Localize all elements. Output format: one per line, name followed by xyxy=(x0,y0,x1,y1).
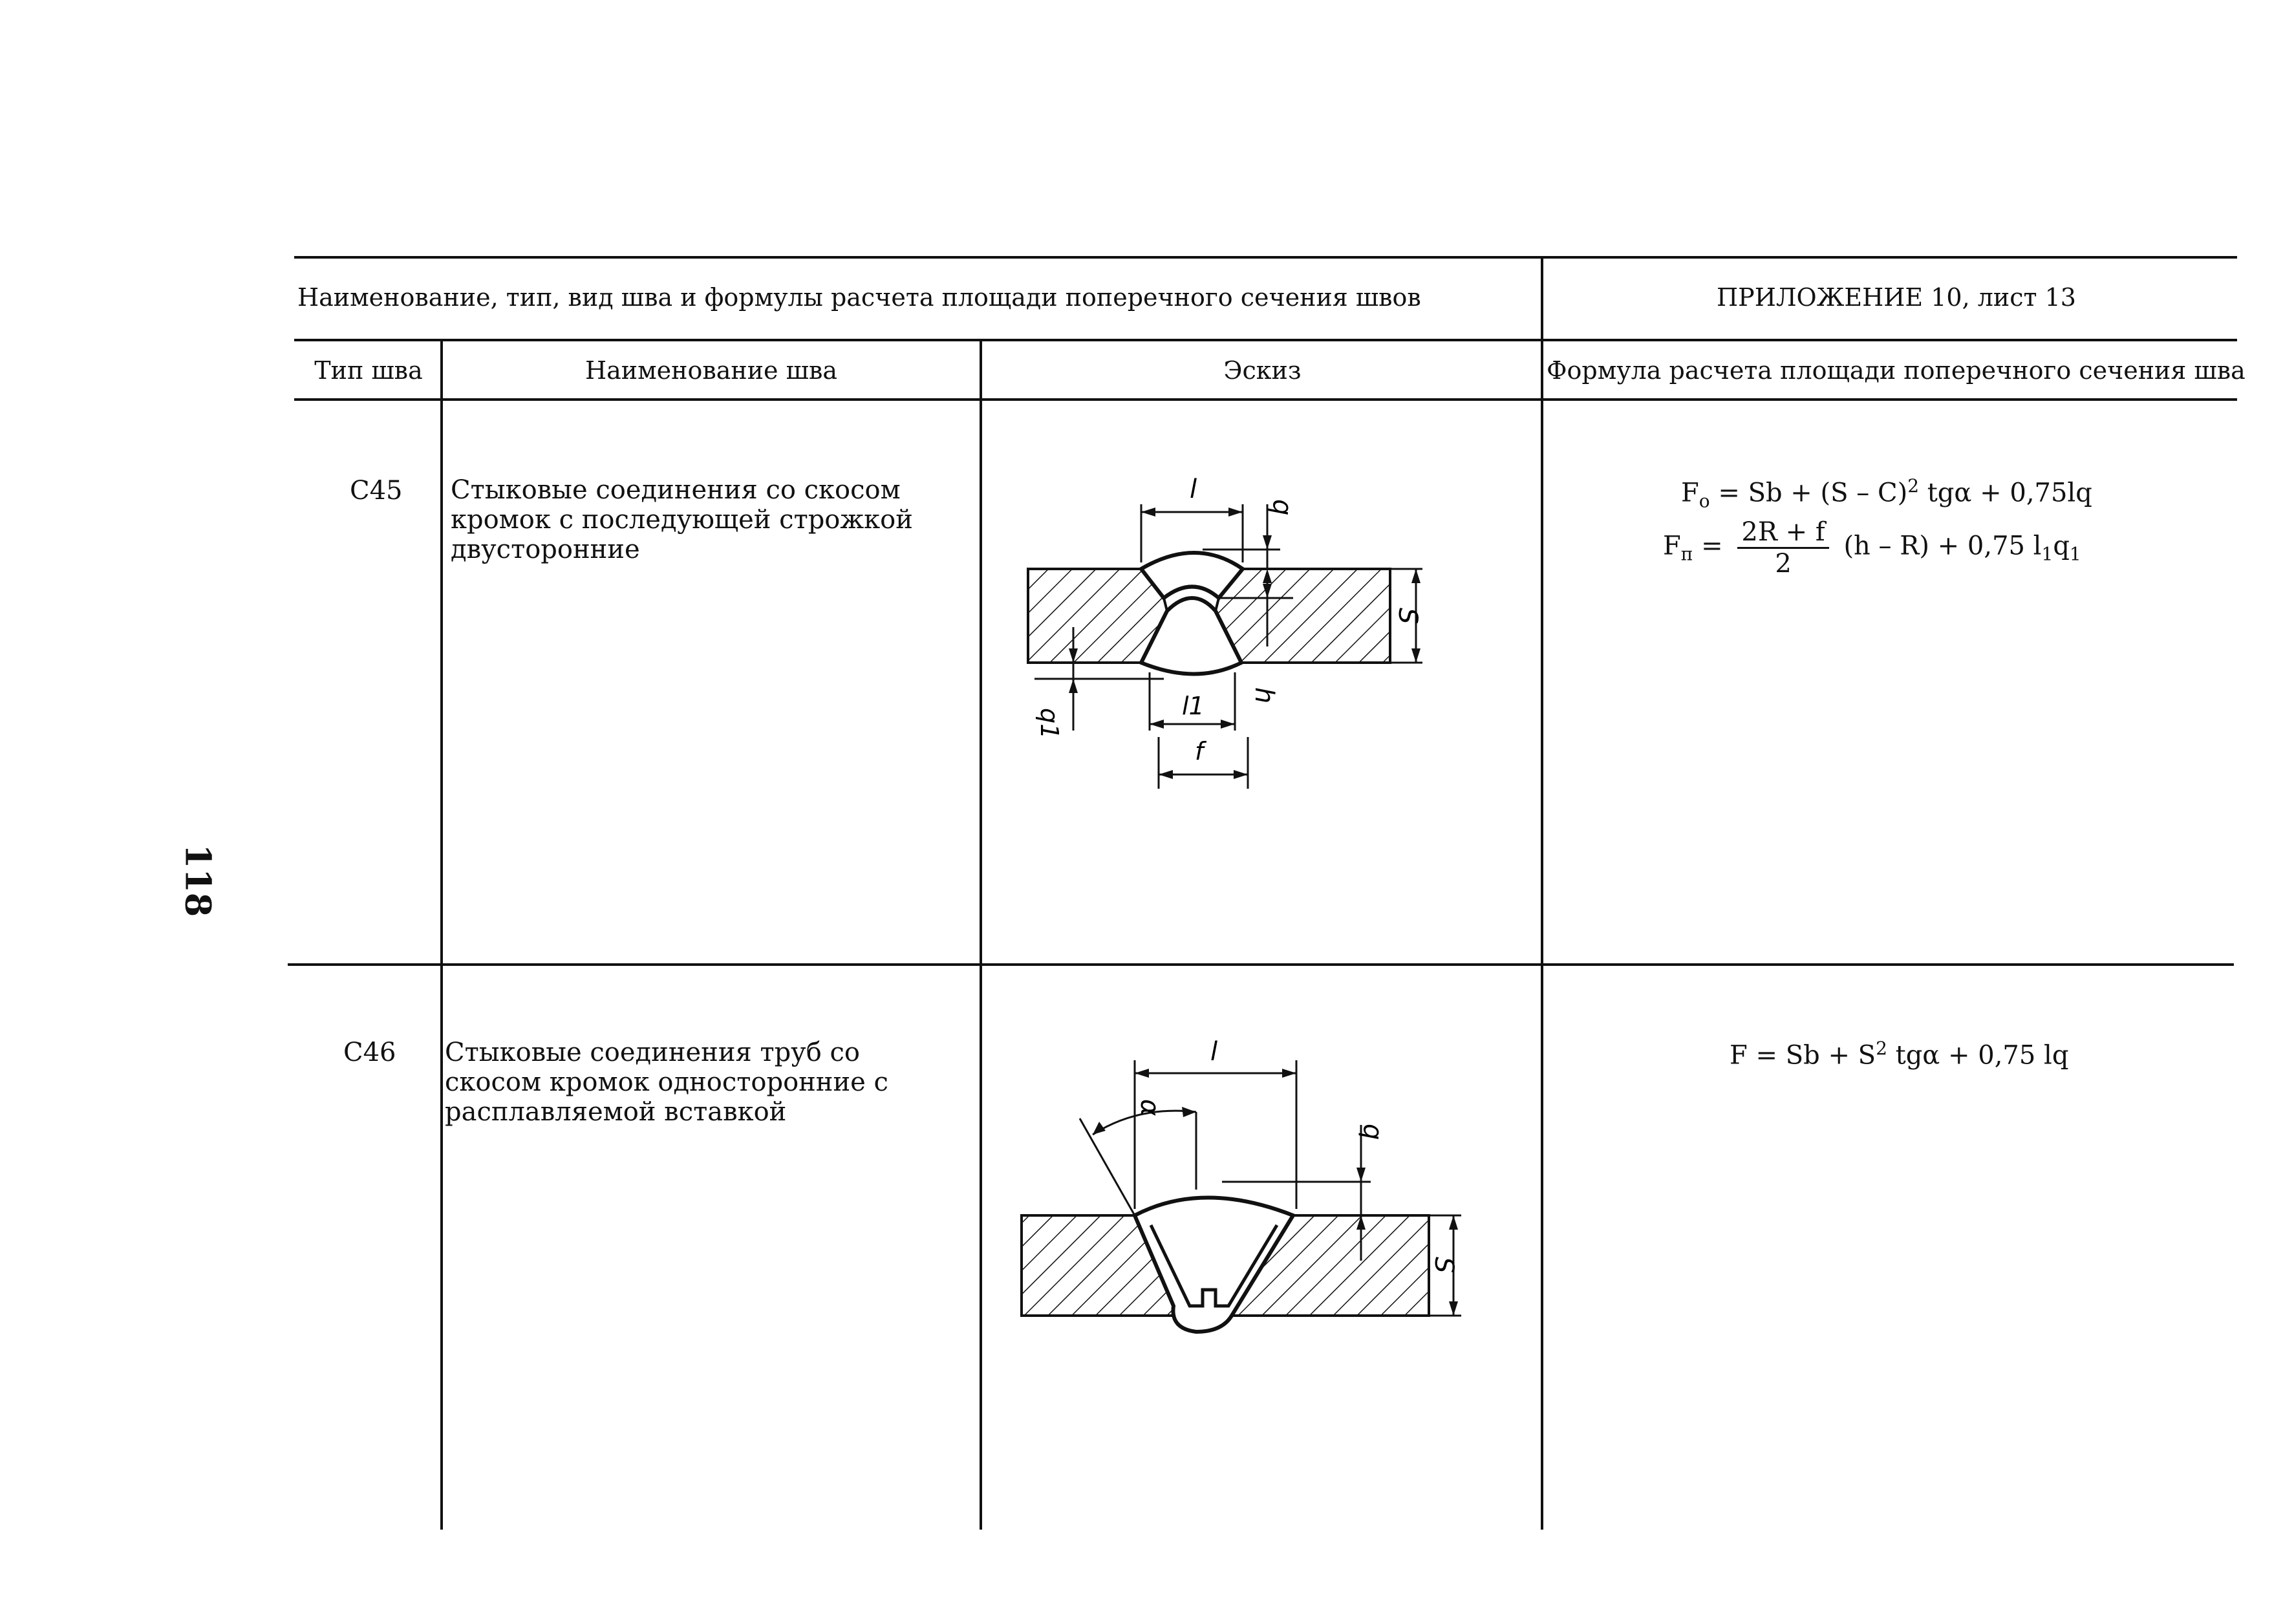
label-q: q xyxy=(1267,499,1297,516)
column-header-rule xyxy=(294,398,2237,401)
label-f: f xyxy=(1195,737,1204,765)
col-header-formula: Формула расчета площади поперечного сечения шва xyxy=(1547,356,2245,385)
divider-appendix xyxy=(1541,256,1543,1530)
divider-type xyxy=(440,339,443,1530)
seam-type-c46: С46 xyxy=(343,1038,396,1067)
seam-type-c45: С45 xyxy=(350,476,403,506)
label-q: q xyxy=(1358,1124,1388,1140)
table-title: Наименование, тип, вид шва и формулы расчета площади поперечного сечения швов xyxy=(297,283,1421,312)
fraction: $\frac{2R + f}{2}$ xyxy=(1737,517,1828,579)
label-l: l xyxy=(1190,475,1197,504)
divider-sketch xyxy=(980,339,982,1530)
col-header-sketch: Эскиз xyxy=(1223,356,1302,385)
col-header-type: Тип шва xyxy=(314,356,423,385)
sketch-c46 xyxy=(1009,1021,1526,1358)
label-alpha: α xyxy=(1135,1099,1164,1116)
label-h: h xyxy=(1249,687,1279,704)
formula-c45-fo: $F_о = Sb + (S - C)^2$ tgα + 0,75lq xyxy=(1681,475,2092,512)
seam-name-c45: Стыковые соединения со скосом кромок с последующей строжкой двусторонние xyxy=(451,475,913,564)
label-q1: q1 xyxy=(1035,708,1064,740)
row-divider xyxy=(288,963,2234,966)
formula-c45-fp: $F_п$ = $\frac{2R + f}{2}$ (h – R) + 0,75 $l_1q_1$ xyxy=(1663,517,2081,579)
label-s: S xyxy=(1393,608,1422,625)
page-number: 118 xyxy=(177,844,219,917)
seam-name-c46: Стыковые соединения труб со скосом кромок односторонние с расплавляемой вставкой xyxy=(445,1038,888,1127)
appendix-label: ПРИЛОЖЕНИЕ 10, лист 13 xyxy=(1717,283,2076,312)
sketch-c45 xyxy=(1009,465,1500,802)
formula-c46: $F = Sb + S^2$ tgα + 0,75 lq xyxy=(1730,1038,2069,1071)
right-plate xyxy=(1216,569,1390,663)
label-l: l xyxy=(1210,1037,1218,1067)
table-top-rule xyxy=(294,256,2237,259)
label-s: S xyxy=(1429,1257,1459,1274)
header-rule xyxy=(294,339,2237,341)
col-header-name: Наименование шва xyxy=(584,356,838,385)
label-l1: l1 xyxy=(1182,692,1205,720)
